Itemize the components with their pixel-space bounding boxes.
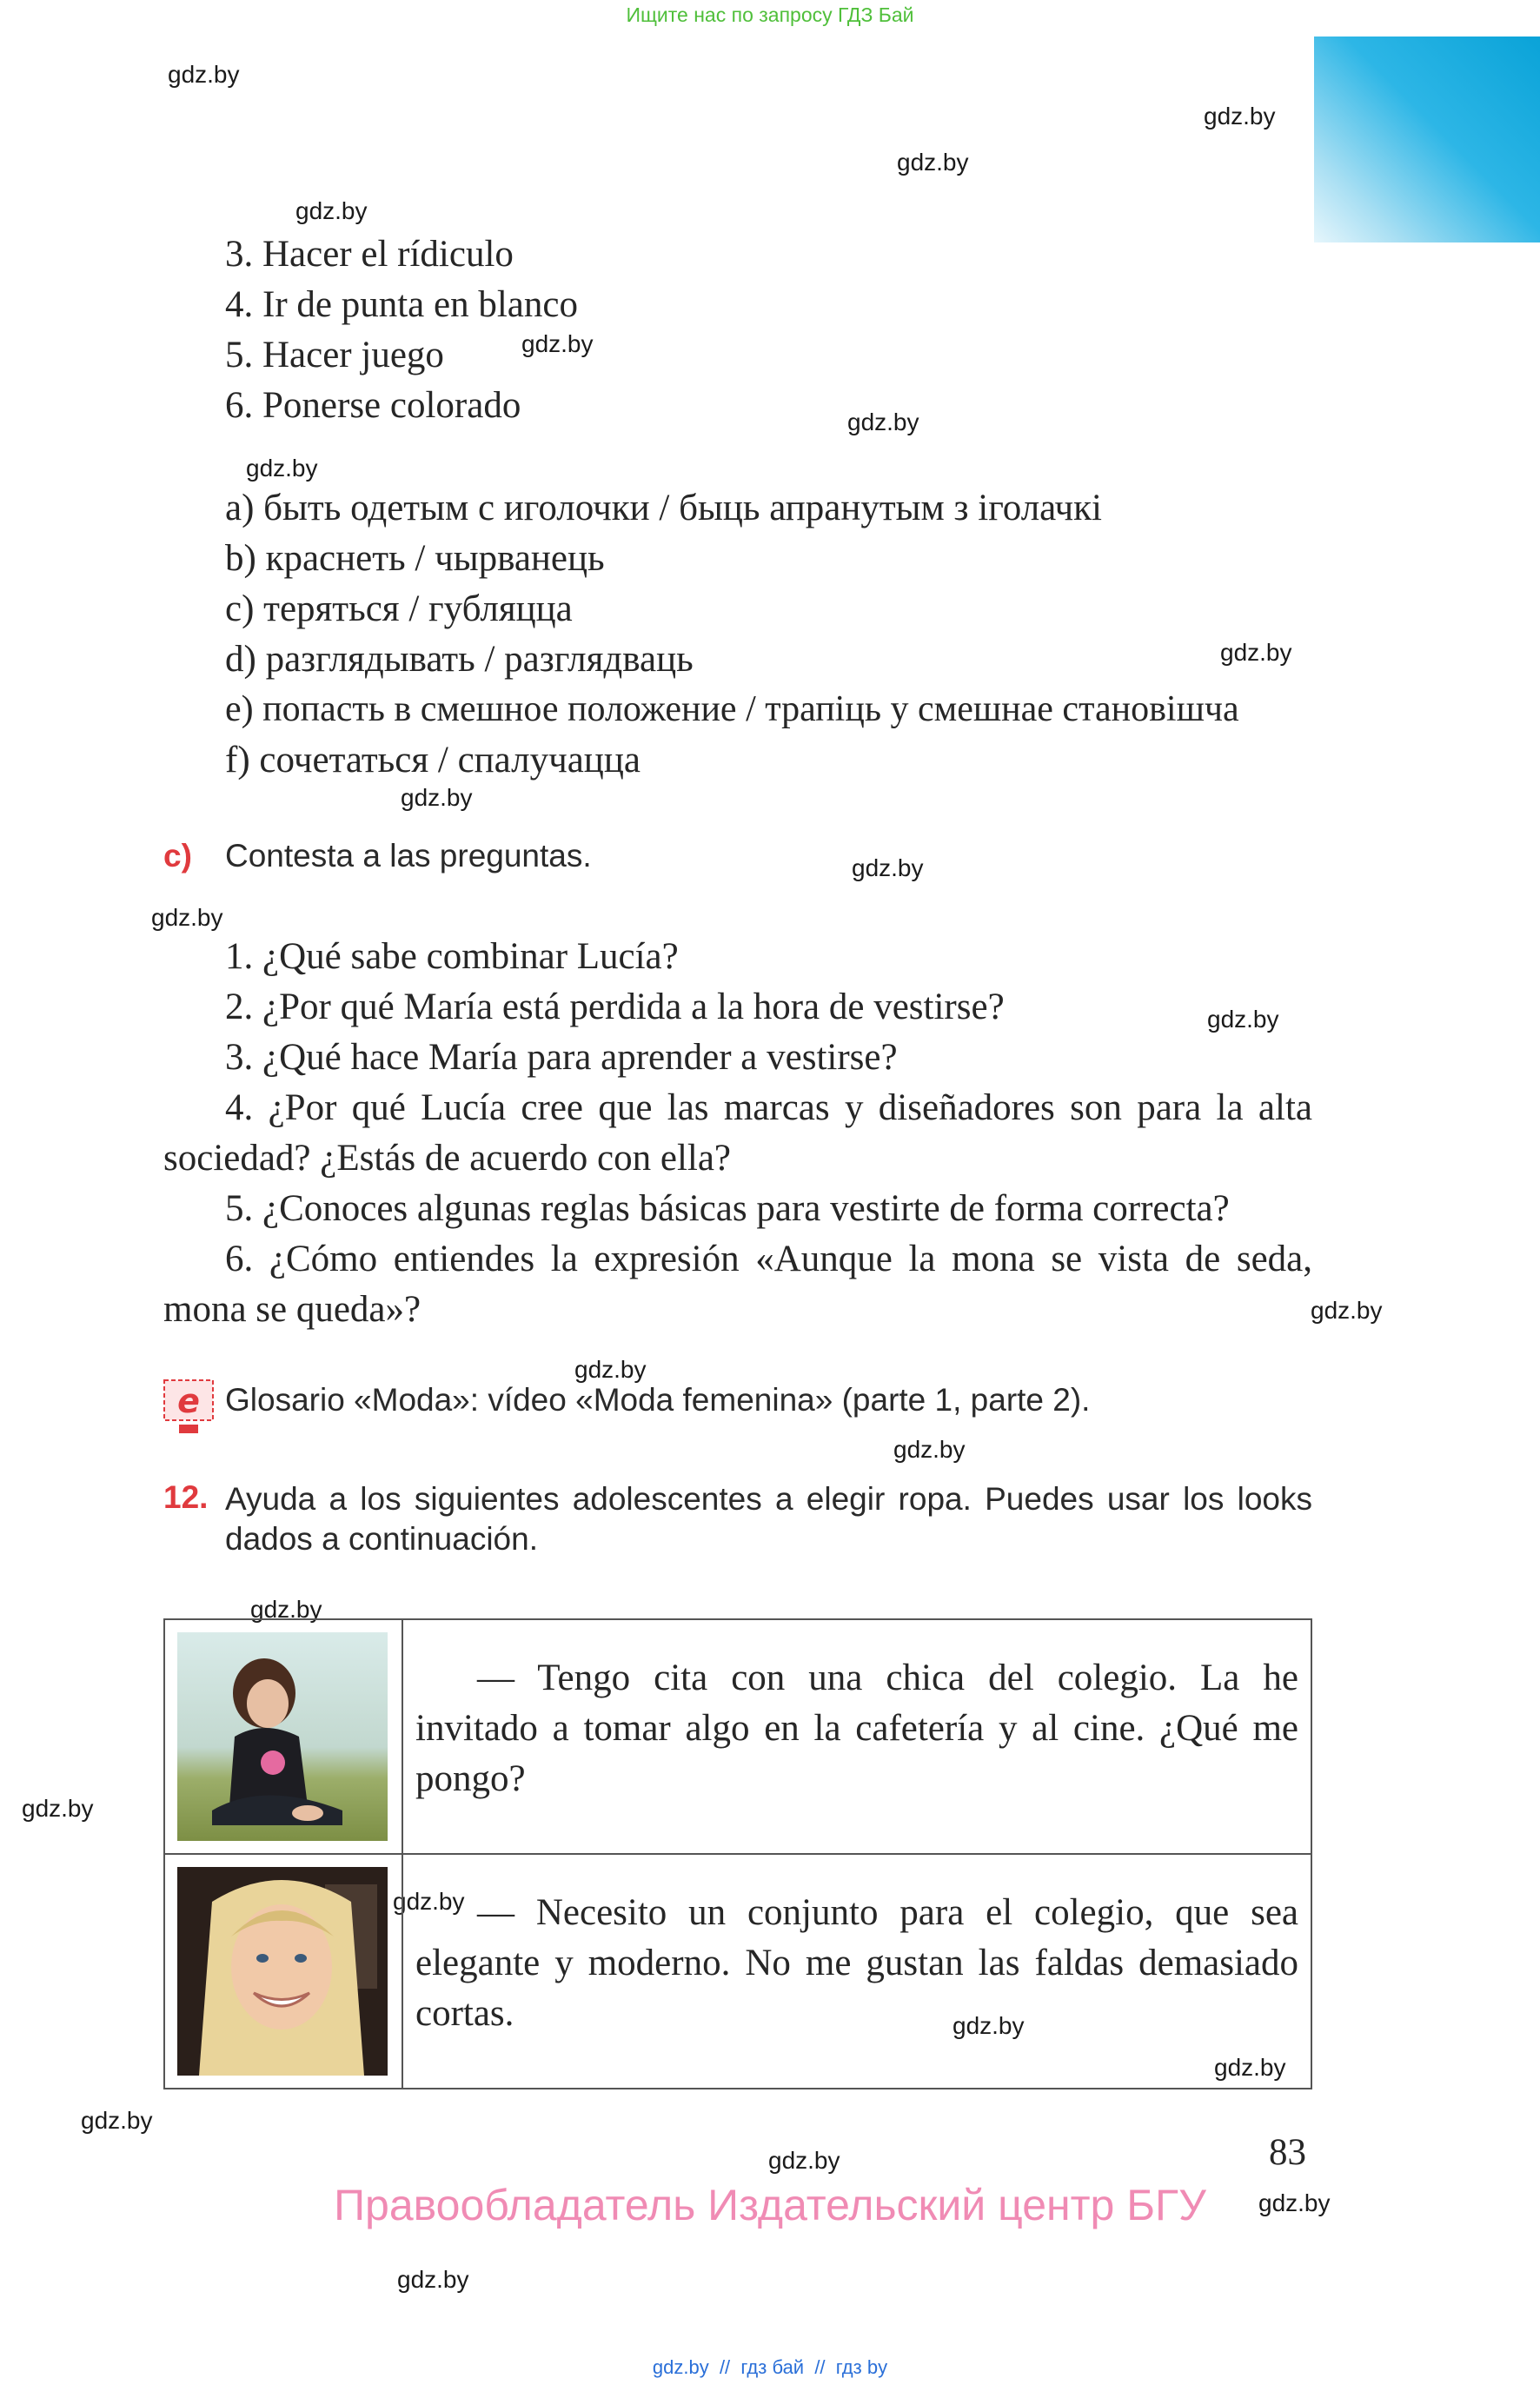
question-item: 2. ¿Por qué María está perdida a la hora de vestirse? (225, 987, 1005, 1027)
expression-item: 3. Hacer el rídiculo (225, 234, 514, 275)
watermark: gdz.by (847, 409, 919, 435)
corner-color-tab (1314, 37, 1540, 242)
request-text: — Necesito un conjunto para el colegio, que sea elegante y moderno. No me gustan las faldas demasiado cortas. (402, 1854, 1311, 2089)
section-c-label: c) (163, 838, 192, 874)
watermark: gdz.by (893, 1436, 966, 1463)
glossary-link[interactable]: Glosario «Moda»: vídeo «Moda femenina» (parte 1, parte 2). (225, 1382, 1091, 1418)
footer-links[interactable]: gdz.by // гдз бай // гдз by (652, 2356, 888, 2378)
watermark: gdz.by (393, 1888, 465, 1915)
request-text: — Tengo cita con una chica del colegio. La he invitado a tomar algo en la cafetería y al cine. ¿Qué me pongo? (402, 1619, 1311, 1854)
meaning-item: a) быть одетым с иголочки / быць апранутым з іголачкі (225, 488, 1102, 528)
teen-boy-sitting-photo (177, 1632, 388, 1841)
expression-item: 6. Ponerse colorado (225, 385, 521, 426)
question-item: 3. ¿Qué hace María para aprender a vestirse? (225, 1037, 898, 1078)
watermark: gdz.by (768, 2147, 840, 2174)
question-item: 4. ¿Por qué Lucía cree que las marcas y diseñadores son para la alta sociedad? ¿Estás de acuerdo con ella? (163, 1087, 1312, 1179)
watermark: gdz.by (1214, 2054, 1286, 2081)
watermark: gdz.by (401, 784, 473, 811)
watermark: gdz.by (246, 455, 318, 482)
watermark: gdz.by (1204, 103, 1276, 130)
watermark: gdz.by (574, 1356, 647, 1383)
e-resource-monitor-icon[interactable] (163, 1379, 214, 1435)
question-item: 5. ¿Conoces algunas reglas básicas para vestirte de forma correcta? (225, 1188, 1230, 1229)
watermark: gdz.by (397, 2266, 469, 2293)
meaning-item: c) теряться / губляцца (225, 588, 573, 629)
watermark: gdz.by (1207, 1006, 1279, 1033)
meaning-item: e) попасть в смешное положение / трапіць у смешнае становішча (225, 689, 1239, 729)
watermark: gdz.by (521, 330, 594, 357)
watermark: gdz.by (22, 1795, 94, 1822)
e-icon-letter: e (177, 1382, 200, 1420)
expression-item: 4. Ir de punta en blanco (225, 284, 578, 325)
watermark: gdz.by (897, 149, 969, 176)
table-row (164, 1854, 1311, 2089)
question-item: 6. ¿Cómo entiendes la expresión «Aunque la mona se vista de seda, mona se queda»? (163, 1239, 1312, 1330)
section-c-instruction: Contesta a las preguntas. (225, 838, 592, 874)
watermark: gdz.by (168, 61, 240, 88)
expression-item: 5. Hacer juego (225, 335, 444, 375)
watermark: gdz.by (1220, 639, 1292, 666)
top-search-banner[interactable]: Ищите нас по запросу ГДЗ Бай (626, 3, 914, 26)
watermark: gdz.by (151, 904, 223, 931)
watermark: gdz.by (81, 2107, 153, 2134)
smiling-blonde-girl-photo (177, 1867, 388, 2076)
watermark: gdz.by (953, 2012, 1025, 2039)
looks-table (163, 1618, 1312, 2089)
rights-holder: Правообладатель Издательский центр БГУ (334, 2181, 1206, 2229)
exercise-number: 12. (163, 1479, 209, 1515)
watermark: gdz.by (295, 197, 368, 224)
watermark: gdz.by (852, 854, 924, 881)
meaning-item: d) разглядывать / разглядваць (225, 639, 694, 680)
meaning-item: b) краснеть / чырванець (225, 538, 605, 579)
table-row (164, 1619, 1311, 1854)
exercise-instruction: Ayuda a los siguientes adolescentes a elegir ropa. Puedes usar los looks dados a continuación. (225, 1481, 1312, 1557)
meaning-item: f) сочетаться / спалучацца (225, 740, 641, 781)
question-item: 1. ¿Qué sabe combinar Lucía? (225, 936, 679, 977)
watermark: gdz.by (1258, 2189, 1331, 2216)
watermark: gdz.by (250, 1596, 322, 1623)
photo-cell (164, 1854, 402, 2089)
page-number: 83 (1269, 2132, 1306, 2173)
photo-cell (164, 1619, 402, 1854)
watermark: gdz.by (1311, 1297, 1383, 1324)
